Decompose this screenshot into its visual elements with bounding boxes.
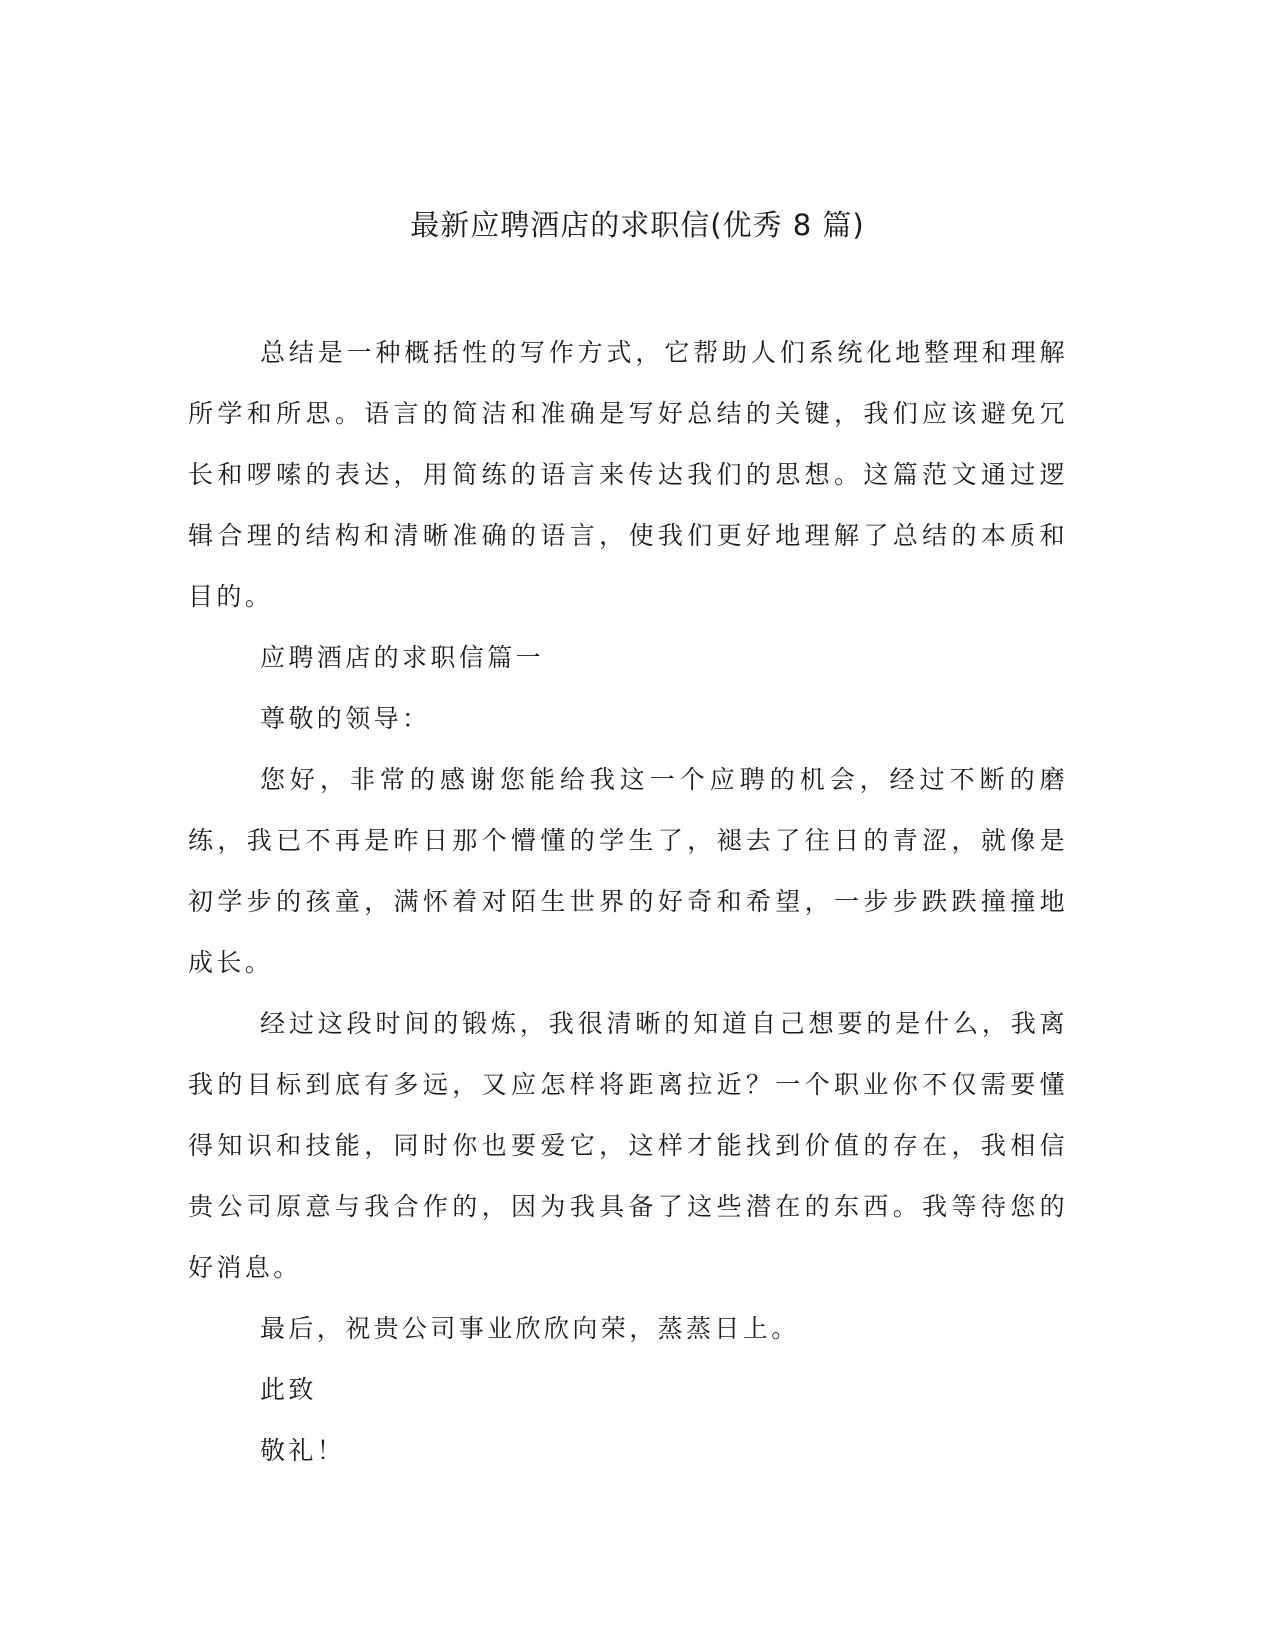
closing-regards: 敬礼！ (260, 1436, 346, 1465)
body-paragraph: 您好，非常的感谢您能给我这一个应聘的机会，经过不断的磨练，我已不再是昨日那个懵懂的学生了，褪去了往日的青涩，就像是初学步的孩童，满怀着对陌生世界的好奇和希望，一步步跌跌撞撞地成长。 (188, 765, 1068, 977)
document-title: 最新应聘酒店的求职信(优秀 8 篇) (410, 208, 865, 242)
section-heading: 应聘酒店的求职信篇一 (260, 643, 545, 672)
salutation: 尊敬的领导： (260, 704, 431, 733)
closing-wish: 最后，祝贵公司事业欣欣向荣，蒸蒸日上。 (260, 1314, 800, 1343)
document-body (188, 322, 1068, 1481)
body-paragraph: 经过这段时间的锻炼，我很清晰的知道自己想要的是什么，我离我的目标到底有多远，又应怎样将距离拉近？一个职业你不仅需要懂得知识和技能，同时你也要爱它，这样才能找到价值的存在，我相信贵公司原意与我合作的，因为我具备了这些潜在的东西。我等待您的好消息。 (188, 1009, 1068, 1282)
closing-line: 此致 (260, 1375, 317, 1404)
intro-paragraph: 总结是一种概括性的写作方式，它帮助人们系统化地整理和理解所学和所思。语言的简洁和准确是写好总结的关键，我们应该避免冗长和啰嗦的表达，用简练的语言来传达我们的思想。这篇范文通过逻辑合理的结构和清晰准确的语言，使我们更好地理解了总结的本质和目的。 (188, 338, 1068, 611)
